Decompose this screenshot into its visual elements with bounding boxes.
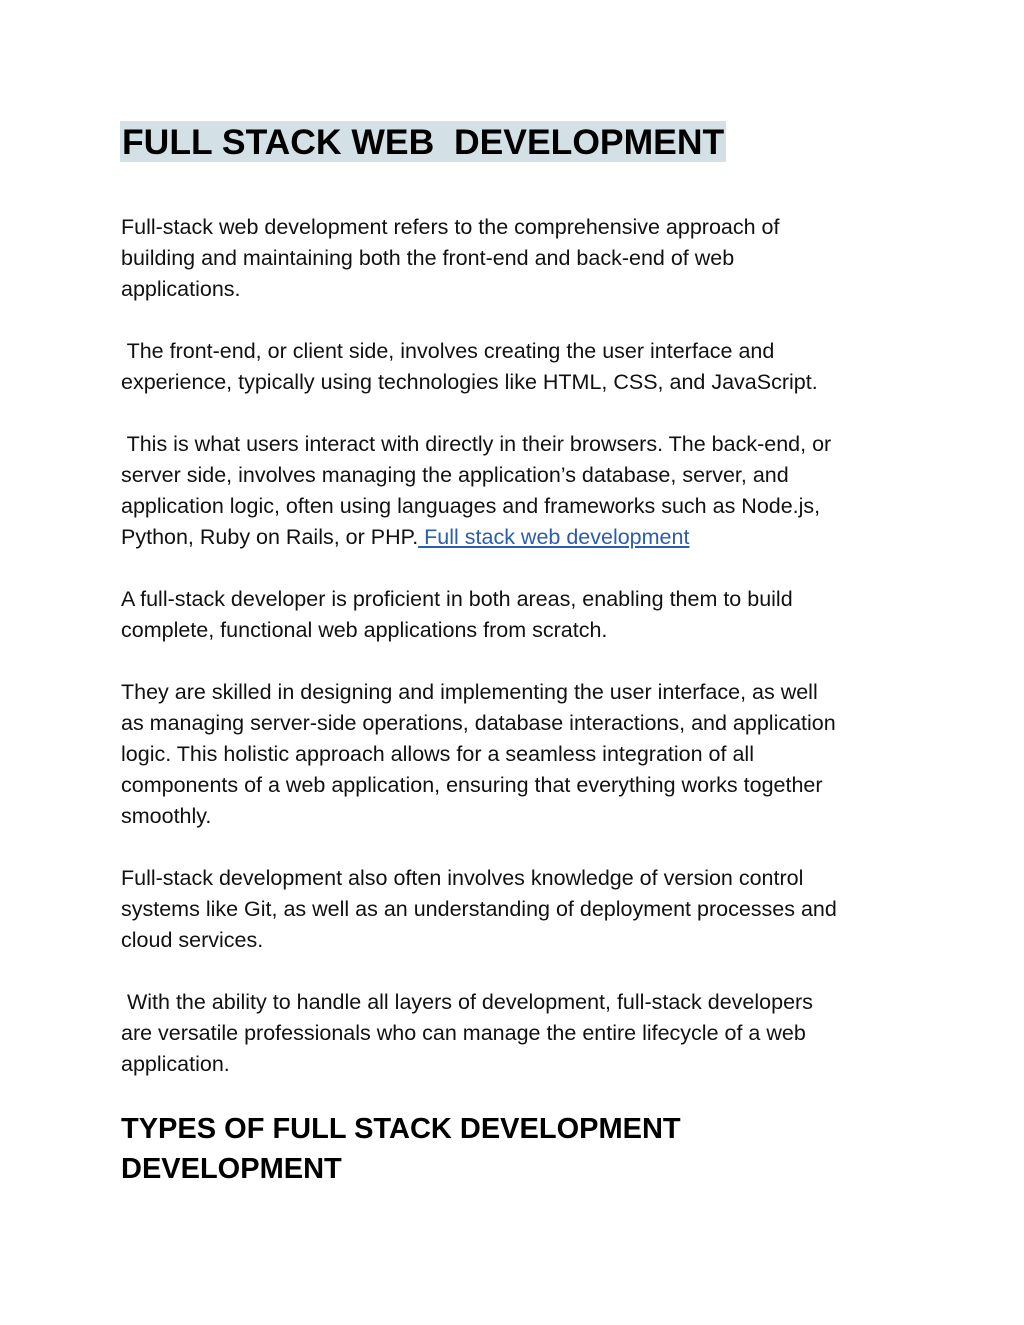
text-line: The front-end, or client side, involves creating the user interface and xyxy=(121,339,775,363)
text-line: logic. This holistic approach allows for a seamless integration of all xyxy=(121,742,754,766)
paragraph xyxy=(121,429,921,553)
paragraph xyxy=(121,987,921,1080)
text: Python, Ruby on Rails, or PHP. xyxy=(121,525,419,549)
paragraph xyxy=(121,212,921,305)
paragraph xyxy=(121,677,921,832)
section-heading-types xyxy=(121,1109,681,1189)
full-stack-link[interactable]: Full stack web development xyxy=(418,525,690,549)
text-line: as managing server-side operations, database interactions, and application xyxy=(121,711,836,735)
heading-line: DEVELOPMENT xyxy=(121,1153,342,1185)
text-line: cloud services. xyxy=(121,928,264,952)
text-line: experience, typically using technologies like HTML, CSS, and JavaScript. xyxy=(121,370,818,394)
text-line xyxy=(121,522,921,553)
text-line: A full-stack developer is proficient in both areas, enabling them to build xyxy=(121,587,793,611)
text-line: Full-stack development also often involves knowledge of version control xyxy=(121,866,804,890)
text-line: applications. xyxy=(121,277,241,301)
text-line: components of a web application, ensuring that everything works together xyxy=(121,773,823,797)
text-line: are versatile professionals who can manage the entire lifecycle of a web xyxy=(121,1021,806,1045)
text-line: server side, involves managing the application’s database, server, and xyxy=(121,463,789,487)
text-line: They are skilled in designing and implementing the user interface, as well xyxy=(121,680,818,704)
paragraph xyxy=(121,863,921,956)
document-body xyxy=(121,212,921,1111)
page-title: FULL STACK WEB DEVELOPMENT xyxy=(122,122,725,162)
text-line: This is what users interact with directly in their browsers. The back-end, or xyxy=(121,432,832,456)
text-line: Full-stack web development refers to the comprehensive approach of xyxy=(121,215,780,239)
text-line: application. xyxy=(121,1052,230,1076)
paragraph xyxy=(121,336,921,398)
text-line: systems like Git, as well as an understanding of deployment processes and xyxy=(121,897,837,921)
text-line: smoothly. xyxy=(121,804,212,828)
heading-line: TYPES OF FULL STACK DEVELOPMENT xyxy=(121,1113,681,1145)
text-line: complete, functional web applications from scratch. xyxy=(121,618,608,642)
text-line: application logic, often using languages and frameworks such as Node.js, xyxy=(121,494,821,518)
paragraph xyxy=(121,584,921,646)
text-line: With the ability to handle all layers of development, full-stack developers xyxy=(121,990,813,1014)
text-line: building and maintaining both the front-end and back-end of web xyxy=(121,246,735,270)
